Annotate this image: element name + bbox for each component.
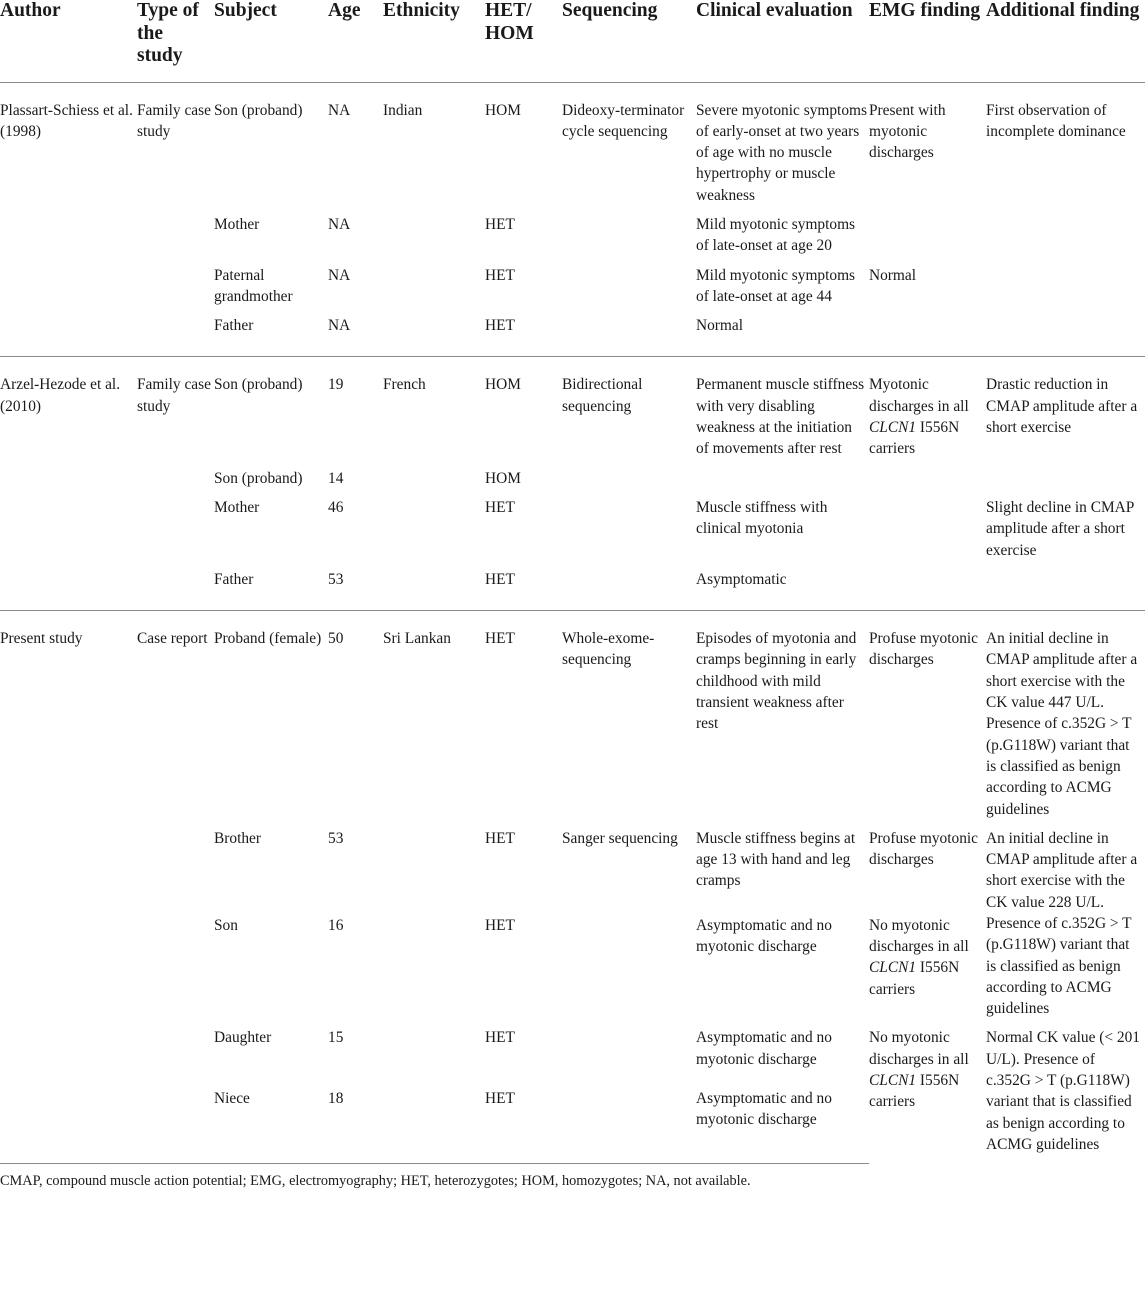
cell-age: 50 xyxy=(328,630,344,648)
cell-type xyxy=(137,265,214,316)
table-row xyxy=(0,915,1145,1028)
table-row xyxy=(0,82,1145,214)
cell-type xyxy=(137,497,214,569)
emg-text: I556N carriers xyxy=(869,419,960,458)
gene-name: CLCN1 xyxy=(869,419,917,437)
cell-het-hom: HET xyxy=(485,916,515,934)
table-row xyxy=(0,1027,1145,1087)
cell-ethnicity xyxy=(383,1088,485,1163)
emg-text: Myotonic discharges in all xyxy=(869,376,969,415)
cell-additional: Normal CK value (< 201 U/L). Presence of c.352G > T (p.G118W) variant that is classified as benign according to ACMG guidelines xyxy=(986,1029,1141,1153)
cell-additional xyxy=(986,569,1145,611)
table-row xyxy=(0,569,1145,611)
cell-author xyxy=(0,214,137,265)
cell-type xyxy=(137,1027,214,1087)
cell-clinical: Normal xyxy=(696,315,869,357)
cell-additional: Drastic reduction in CMAP amplitude after a short exercise xyxy=(986,376,1138,437)
cell-type xyxy=(137,214,214,265)
cell-type xyxy=(137,915,214,1028)
cell-sequencing xyxy=(562,315,696,357)
cell-author xyxy=(0,915,137,1028)
cell-ethnicity xyxy=(383,569,485,611)
cell-type: Family case study xyxy=(137,376,211,415)
header-row xyxy=(0,0,1145,82)
cell-sequencing xyxy=(562,265,696,316)
cell-ethnicity xyxy=(383,497,485,569)
cell-het-hom: HET xyxy=(485,630,515,648)
cell-sequencing: Sanger sequencing xyxy=(562,829,678,847)
cell-additional: First observation of incomplete dominance xyxy=(986,101,1126,140)
cell-author xyxy=(0,497,137,569)
cell-emg: Present with myotonic discharges xyxy=(869,101,946,162)
cell-subject: Son xyxy=(214,916,238,934)
header-type: Type of the study xyxy=(137,0,214,82)
cell-author xyxy=(0,828,137,915)
cell-type xyxy=(137,1088,214,1163)
cell-ethnicity xyxy=(383,828,485,915)
emg-text: I556N carriers xyxy=(869,1072,960,1111)
header-subject: Subject xyxy=(214,0,328,82)
table-row xyxy=(0,611,1145,828)
cell-sequencing xyxy=(562,468,696,497)
table-body xyxy=(0,82,1145,1163)
cell-emg: Profuse myotonic discharges xyxy=(869,630,979,669)
cell-author: Arzel-Hezode et al. (2010) xyxy=(0,376,121,415)
cell-type xyxy=(137,468,214,497)
cell-age: NA xyxy=(328,266,351,284)
header-ethnicity: Ethnicity xyxy=(383,0,485,82)
cell-clinical: Asymptomatic and no myotonic discharge xyxy=(696,1088,869,1163)
cell-clinical: Muscle stiffness with clinical myotonia xyxy=(696,498,828,538)
cell-subject: Daughter xyxy=(214,1029,272,1047)
header-sequencing: Sequencing xyxy=(562,0,696,82)
cell-additional xyxy=(986,214,1145,265)
gene-name: CLCN1 xyxy=(869,959,917,977)
cell-author xyxy=(0,1088,137,1163)
cell-age: 46 xyxy=(328,498,344,516)
cell-het-hom: HET xyxy=(485,1088,562,1163)
cell-author: Plassart-Schiess et al. (1998) xyxy=(0,101,133,140)
cell-sequencing xyxy=(562,1027,696,1087)
cell-het-hom: HET xyxy=(485,215,515,233)
header-age: Age xyxy=(328,0,383,82)
cell-age: NA xyxy=(328,315,383,357)
cell-type: Family case study xyxy=(137,101,211,140)
table-row xyxy=(0,468,1145,497)
cell-subject: Son (proband) xyxy=(214,376,303,394)
cell-author: Present study xyxy=(0,630,83,648)
cell-ethnicity xyxy=(383,1027,485,1087)
table-row xyxy=(0,214,1145,265)
cell-emg xyxy=(869,569,986,611)
cell-additional: Slight decline in CMAP amplitude after a short exercise xyxy=(986,498,1134,559)
cell-sequencing xyxy=(562,1088,696,1163)
cell-het-hom: HOM xyxy=(485,101,521,119)
cell-sequencing xyxy=(562,915,696,1028)
header-clinical: Clinical evaluation xyxy=(696,0,869,82)
cell-additional: An initial decline in CMAP amplitude after a short exercise with the CK value 447 U/L. Presence of c.352G > T (p.G118W) variant that is classified as benign according to ACMG guidelines xyxy=(986,630,1138,818)
cell-type: Case report xyxy=(137,630,208,648)
cell-author xyxy=(0,265,137,316)
cell-ethnicity: French xyxy=(383,376,426,394)
cell-het-hom: HOM xyxy=(485,469,521,487)
cell-clinical: Asymptomatic xyxy=(696,569,869,611)
table-row xyxy=(0,265,1145,316)
cell-emg: Profuse myotonic discharges xyxy=(869,829,979,869)
cell-sequencing: Whole-exome-sequencing xyxy=(562,630,655,669)
header-het-hom: HET/ HOM xyxy=(485,0,562,82)
table-row xyxy=(0,828,1145,915)
cell-emg xyxy=(869,915,986,1028)
cell-sequencing: Dideoxy-terminator cycle sequencing xyxy=(562,101,685,140)
cell-sequencing xyxy=(562,497,696,569)
cell-sequencing xyxy=(562,569,696,611)
cell-age: 19 xyxy=(328,376,344,394)
cell-type xyxy=(137,315,214,357)
cell-additional: An initial decline in CMAP amplitude after a short exercise with the CK value 228 U/L. Presence of c.352G > T (p.G118W) variant that is classified as benign according to ACMG guidelines xyxy=(986,829,1138,1018)
cell-clinical: Permanent muscle stiffness with very disabling weakness at the initiation of movements after rest xyxy=(696,376,865,458)
cell-clinical: Muscle stiffness begins at age 13 with hand and leg cramps xyxy=(696,829,856,890)
cell-clinical: Asymptomatic and no myotonic discharge xyxy=(696,916,832,956)
table-footnote: CMAP, compound muscle action potential; EMG, electromyography; HET, heterozygotes; HOM, homozygotes; NA, not available. xyxy=(0,1172,751,1189)
cell-age: 53 xyxy=(328,829,344,847)
cell-age: NA xyxy=(328,101,351,119)
cell-emg xyxy=(869,1027,986,1163)
cell-clinical: Mild myotonic symptoms of late-onset at age 20 xyxy=(696,215,856,255)
header-author: Author xyxy=(0,0,137,82)
cell-het-hom: HET xyxy=(485,498,515,516)
cell-additional xyxy=(986,265,1145,316)
cell-ethnicity xyxy=(383,315,485,357)
cell-additional xyxy=(986,315,1145,357)
cell-sequencing: Bidirectional sequencing xyxy=(562,376,643,415)
cell-het-hom: HET xyxy=(485,1029,515,1047)
cell-emg xyxy=(869,214,986,265)
cell-author xyxy=(0,468,137,497)
cell-age: NA xyxy=(328,215,351,233)
table-row xyxy=(0,497,1145,569)
cell-author xyxy=(0,569,137,611)
gene-name: CLCN1 xyxy=(869,1072,917,1090)
cell-emg xyxy=(869,468,986,497)
cell-clinical: Severe myotonic symptoms of early-onset at two years of age with no muscle hypertrophy or muscle weakness xyxy=(696,101,867,204)
cell-subject: Mother xyxy=(214,498,260,516)
cell-age: 14 xyxy=(328,469,344,487)
cell-het-hom: HET xyxy=(485,569,562,611)
cell-emg xyxy=(869,497,986,569)
cell-ethnicity xyxy=(383,214,485,265)
cell-subject: Son (proband) xyxy=(214,469,303,487)
cell-ethnicity xyxy=(383,915,485,1028)
cell-ethnicity xyxy=(383,468,485,497)
cell-sequencing xyxy=(562,214,696,265)
cell-additional xyxy=(986,468,1145,497)
emg-text: I556N carriers xyxy=(869,959,960,998)
header-emg: EMG finding xyxy=(869,0,986,82)
cell-emg xyxy=(869,357,986,468)
cell-author xyxy=(0,315,137,357)
cell-het-hom: HOM xyxy=(485,376,521,394)
header-additional: Additional finding xyxy=(986,0,1145,82)
cell-age: 18 xyxy=(328,1088,383,1163)
cell-het-hom: HET xyxy=(485,315,562,357)
table-row xyxy=(0,315,1145,357)
cell-ethnicity: Indian xyxy=(383,101,423,119)
cell-author xyxy=(0,1027,137,1087)
cell-clinical: Asymptomatic and no myotonic discharge xyxy=(696,1029,832,1068)
cell-emg xyxy=(869,315,986,357)
cell-clinical xyxy=(696,468,869,497)
cell-clinical: Mild myotonic symptoms of late-onset at age 44 xyxy=(696,266,856,305)
emg-text: No myotonic discharges in all xyxy=(869,1029,969,1068)
cell-subject: Proband (female) xyxy=(214,630,322,648)
cell-age: 15 xyxy=(328,1029,344,1047)
cell-type xyxy=(137,828,214,915)
cell-subject: Niece xyxy=(214,1088,328,1163)
cell-subject: Father xyxy=(214,569,328,611)
emg-text: No myotonic discharges in all xyxy=(869,916,969,956)
cell-age: 53 xyxy=(328,569,383,611)
cell-ethnicity: Sri Lankan xyxy=(383,630,451,648)
cell-subject: Mother xyxy=(214,215,260,233)
cell-clinical: Episodes of myotonia and cramps beginning in early childhood with mild transient weakness after rest xyxy=(696,630,857,733)
cell-emg: Normal xyxy=(869,266,917,284)
cell-type xyxy=(137,569,214,611)
table-row xyxy=(0,357,1145,468)
cell-subject: Son (proband) xyxy=(214,101,303,119)
cell-age: 16 xyxy=(328,916,344,934)
cell-subject: Brother xyxy=(214,829,262,847)
cell-het-hom: HET xyxy=(485,829,515,847)
cell-het-hom: HET xyxy=(485,266,515,284)
cell-ethnicity xyxy=(383,265,485,316)
cell-subject: Paternal grandmother xyxy=(214,266,293,305)
cell-subject: Father xyxy=(214,315,328,357)
